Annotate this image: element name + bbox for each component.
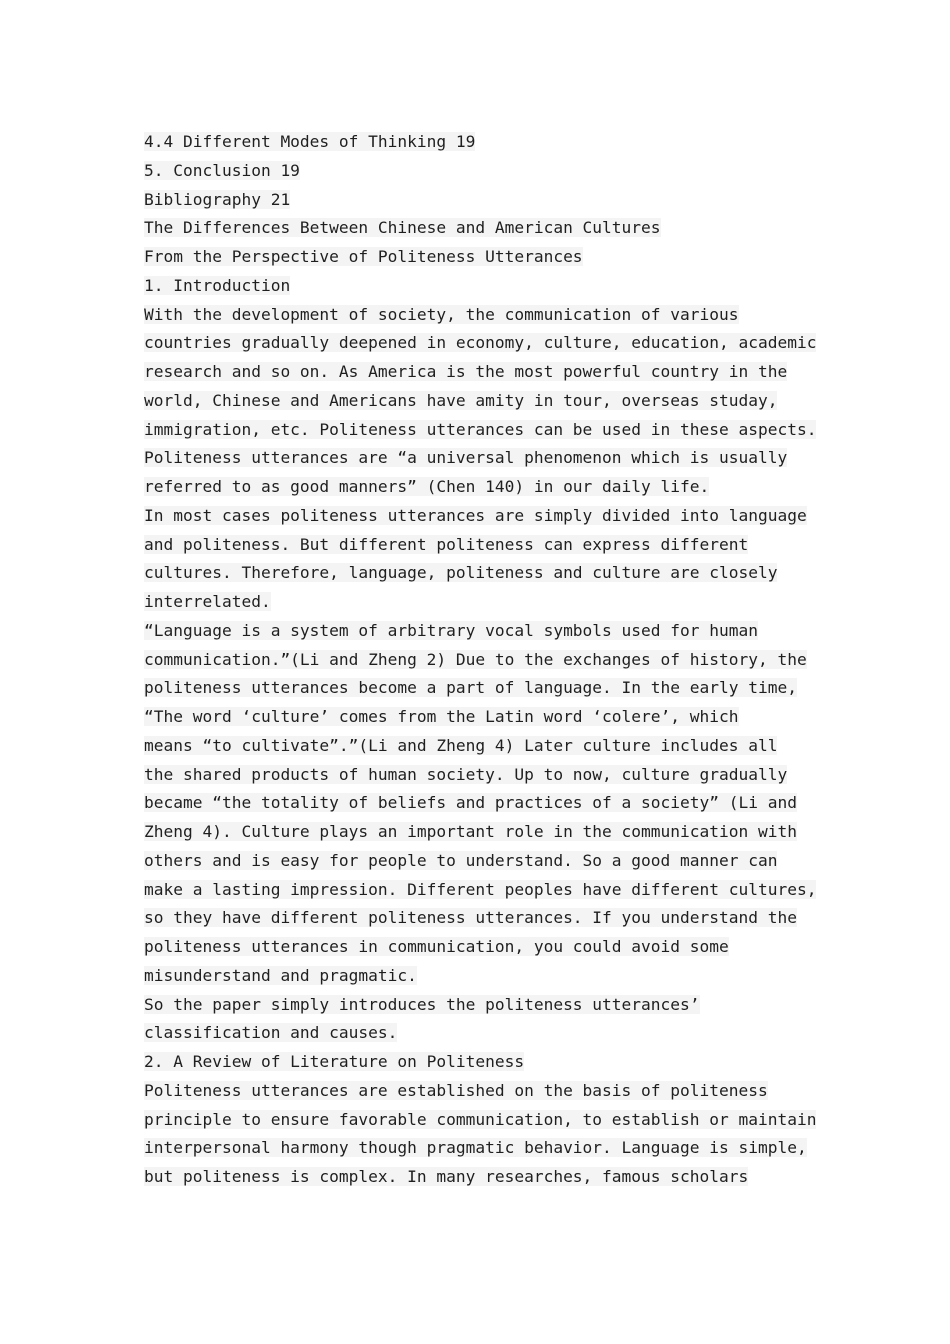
document-body bbox=[144, 128, 824, 1192]
body-line: means “to cultivate”.”(Li and Zheng 4) Later culture includes all bbox=[144, 735, 778, 755]
body-line: politeness utterances become a part of language. In the early time, bbox=[144, 678, 797, 698]
body-line: “The word ‘culture’ comes from the Latin word ‘colere’, which bbox=[144, 707, 739, 726]
body-line: and politeness. But different politeness can express different bbox=[144, 534, 749, 554]
body-line: immigration, etc. Politeness utterances can be used in these aspects. bbox=[144, 419, 817, 439]
body-line: So the paper simply introduces the politeness utterances’ bbox=[144, 994, 700, 1014]
body-line: make a lasting impression. Different peoples have different cultures, bbox=[144, 879, 817, 899]
body-line: interrelated. bbox=[144, 592, 271, 611]
paper-subtitle: From the Perspective of Politeness Utterances bbox=[144, 247, 583, 266]
body-line: politeness utterances in communication, you could avoid some bbox=[144, 937, 729, 956]
body-line: became “the totality of beliefs and practices of a society” (Li and bbox=[144, 793, 797, 813]
body-line: the shared products of human society. Up to now, culture gradually bbox=[144, 764, 788, 784]
body-line: communication.”(Li and Zheng 2) Due to the exchanges of history, the bbox=[144, 649, 807, 669]
body-line: Zheng 4). Culture plays an important role in the communication with bbox=[144, 822, 797, 841]
body-line: cultures. Therefore, language, politeness and culture are closely bbox=[144, 563, 778, 583]
body-line: Politeness utterances are established on the basis of politeness bbox=[144, 1080, 768, 1100]
body-line: “Language is a system of arbitrary vocal symbols used for human bbox=[144, 620, 758, 640]
body-line: world, Chinese and Americans have amity in tour, overseas studay, bbox=[144, 390, 778, 410]
body-line: research and so on. As America is the most powerful country in the bbox=[144, 362, 788, 381]
section-heading: 1. Introduction bbox=[144, 275, 291, 295]
toc-entry: 4.4 Different Modes of Thinking 19 bbox=[144, 132, 476, 151]
body-line: countries gradually deepened in economy, culture, education, academic bbox=[144, 333, 817, 353]
section-heading: 2. A Review of Literature on Politeness bbox=[144, 1052, 525, 1071]
body-line: In most cases politeness utterances are simply divided into language bbox=[144, 505, 807, 525]
body-line: referred to as good manners” (Chen 140) in our daily life. bbox=[144, 477, 710, 496]
body-line: misunderstand and pragmatic. bbox=[144, 965, 417, 985]
body-line: classification and causes. bbox=[144, 1023, 398, 1043]
body-line: interpersonal harmony though pragmatic behavior. Language is simple, bbox=[144, 1138, 807, 1158]
paper-title: The Differences Between Chinese and American Cultures bbox=[144, 218, 661, 238]
body-line: so they have different politeness utterances. If you understand the bbox=[144, 908, 797, 928]
body-line: Politeness utterances are “a universal phenomenon which is usually bbox=[144, 448, 788, 468]
toc-entry: 5. Conclusion 19 bbox=[144, 160, 300, 180]
body-line: With the development of society, the communication of various bbox=[144, 304, 739, 324]
body-line: principle to ensure favorable communication, to establish or maintain bbox=[144, 1109, 817, 1129]
toc-entry: Bibliography 21 bbox=[144, 189, 291, 209]
body-line: others and is easy for people to understand. So a good manner can bbox=[144, 850, 778, 870]
body-line: but politeness is complex. In many researches, famous scholars bbox=[144, 1167, 749, 1186]
